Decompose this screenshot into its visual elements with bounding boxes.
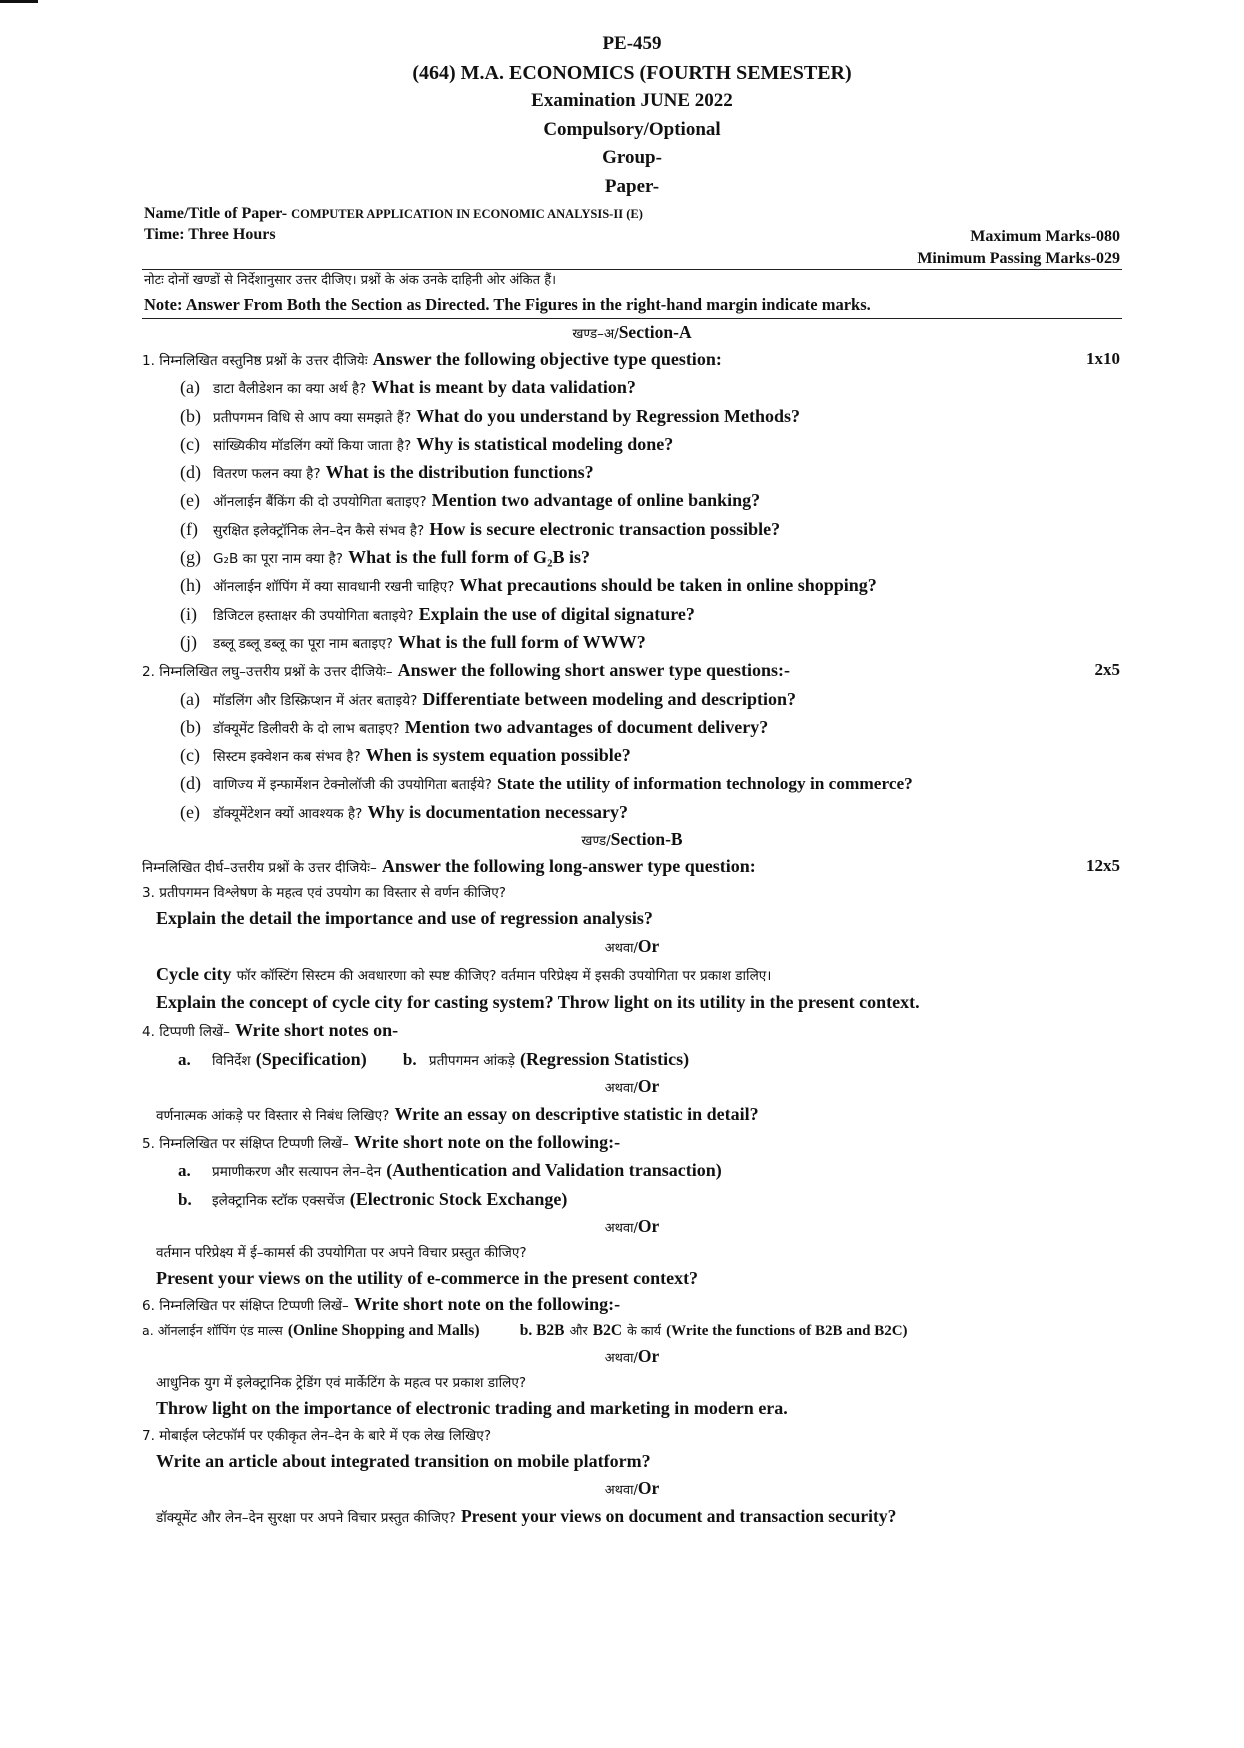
paper-name-label: Name/Title of Paper- xyxy=(144,205,288,222)
section-b-heading: खण्ड/Section-B xyxy=(581,829,683,850)
exam-session: Examination JUNE 2022 xyxy=(531,90,733,111)
question-4-parts: a. विनिर्देश (Specification) b. प्रतीपगमन आंकड़े (Regression Statistics) xyxy=(178,1048,690,1069)
or-divider: अथवा/Or xyxy=(604,1075,660,1096)
or-divider: अथवा/Or xyxy=(604,935,660,956)
question-3-alt: Explain the concept of cycle city for casting system? Throw light on its utility in the present context. xyxy=(156,991,920,1012)
question-6-alt: Throw light on the importance of electronic trading and marketing in modern era. xyxy=(156,1398,788,1419)
group-label: Group- xyxy=(602,147,662,168)
paper-label: Paper- xyxy=(604,175,660,197)
question-5-part-a: a. प्रमाणीकरण और सत्यापन लेन–देन (Authentication and Validation transaction) xyxy=(178,1160,722,1181)
section-b-instructions: निम्नलिखित दीर्घ–उत्तरीय प्रश्नों के उत्तर दीजियेः– Answer the following long-answer type question: 12x5 xyxy=(142,852,1122,880)
list-item: (b) डॉक्यूमेंट डिलीवरी के दो लाभ बताइए? Mention two advantages of document delivery? xyxy=(180,716,769,737)
question-5-part-b: b. इलेक्ट्रानिक स्टॉक एक्सचेंज (Electronic Stock Exchange) xyxy=(178,1188,568,1209)
list-item: (e) ऑनलाईन बैंकिंग की दो उपयोगिता बताइए? Mention two advantage of online banking? xyxy=(180,490,761,511)
or-divider: अथवा/Or xyxy=(604,1477,660,1498)
list-item: (e) डॉक्यूमेंटेशन क्यों आवश्यक है? Why is documentation necessary? xyxy=(180,801,628,822)
list-item: (d) वितरण फलन क्या है? What is the distribution functions? xyxy=(180,462,594,483)
exam-paper xyxy=(142,30,1122,1530)
list-item: (c) सांख्यिकीय मॉडलिंग क्यों किया जाता है? Why is statistical modeling done? xyxy=(180,433,674,454)
note-english: Note: Answer From Both the Section as Directed. The Figures in the right-hand margin indicate marks. xyxy=(144,295,871,314)
list-item: (d) वाणिज्य में इन्फार्मेशन टेक्नोलॉजी की उपयोगिता बताईये? State the utility of information technology in commerce? xyxy=(180,773,913,794)
time-label: Time: Three Hours xyxy=(144,226,276,243)
corner-mark xyxy=(0,0,38,3)
question-3: Explain the detail the importance and use of regression analysis? xyxy=(156,908,653,929)
question-5: 5. निम्नलिखित पर संक्षिप्त टिप्पणी लिखें– Write short note on the following:- xyxy=(142,1132,621,1153)
question-3-hindi: 3. प्रतीपगमन विश्लेषण के महत्व एवं उपयोग का विस्तार से वर्णन कीजिए? xyxy=(142,885,506,902)
question-6-parts: a. ऑनलाईन शॉपिंग एंड माल्स (Online Shopping and Malls) b. B2B और B2C के कार्य (Write the functions of B2B and B2C) xyxy=(142,1322,908,1340)
section-a-heading: खण्ड–अ/Section-A xyxy=(572,322,692,342)
max-marks: Maximum Marks-080 xyxy=(970,228,1120,245)
marks: 12x5 xyxy=(1086,856,1120,876)
list-item: (h) ऑनलाईन शॉपिंग में क्या सावधानी रखनी चाहिए? What precautions should be taken in online shopping? xyxy=(180,575,877,596)
question-6: 6. निम्नलिखित पर संक्षिप्त टिप्पणी लिखें– Write short note on the following:- xyxy=(142,1294,621,1315)
question-5-alt-hindi: वर्तमान परिप्रेक्ष्य में ई–कामर्स की उपयोगिता पर अपने विचार प्रस्तुत कीजिए? xyxy=(156,1245,527,1262)
list-item: (b) प्रतीपगमन विधि से आप क्या समझते हैं? What do you understand by Regression Methods? xyxy=(180,405,801,426)
question-7-hindi: 7. मोबाईल प्लेटफॉर्म पर एकीकृत लेन–देन के बारे में एक लेख लिखिए? xyxy=(142,1427,492,1444)
marks: 2x5 xyxy=(1094,660,1120,680)
question-6-alt-hindi: आधुनिक युग में इलेक्ट्रानिक ट्रेडिंग एवं मार्केटिंग के महत्व पर प्रकाश डालिए? xyxy=(156,1375,527,1392)
question-7-alt: डॉक्यूमेंट और लेन–देन सुरक्षा पर अपने विचार प्रस्तुत कीजिए? Present your views on document and transaction security? xyxy=(156,1505,897,1526)
list-item: (g) G₂B का पूरा नाम क्या है? What is the full form of G₂B is? xyxy=(180,547,590,568)
question-3-alt-hindi: Cycle city फॉर कॉस्टिंग सिस्टम की अवधारणा को स्पष्ट कीजिए? वर्तमान परिप्रेक्ष्य में इसकी उपयोगिता पर प्रकाश डालिए। xyxy=(156,963,772,984)
question-4-alt: वर्णनात्मक आंकड़े पर विस्तार से निबंध लिखिए? Write an essay on descriptive statistic in detail? xyxy=(156,1103,759,1124)
list-item: (a) मॉडलिंग और डिस्क्रिप्शन में अंतर बताइये? Differentiate between modeling and description? xyxy=(180,688,797,709)
question-7: Write an article about integrated transition on mobile platform? xyxy=(156,1450,651,1471)
paper-code: PE-459 xyxy=(602,33,662,54)
list-item: (j) डब्लू डब्लू डब्लू का पूरा नाम बताइए? What is the full form of WWW? xyxy=(180,631,646,652)
paper-name-value: COMPUTER APPLICATION IN ECONOMIC ANALYSIS-II (E) xyxy=(291,207,643,221)
question-1: 1. निम्नलिखित वस्तुनिष्ठ प्रश्नों के उत्तर दीजियेः Answer the following objective type question: 1x10 xyxy=(142,345,1122,373)
marks: 1x10 xyxy=(1086,349,1120,368)
list-item: (f) सुरक्षित इलेक्ट्रॉनिक लेन–देन कैसे संभव है? How is secure electronic transaction possible? xyxy=(180,518,781,539)
list-item: (c) सिस्टम इक्वेशन कब संभव है? When is system equation possible? xyxy=(180,745,631,766)
note-hindi: नोटः दोनों खण्डों से निर्देशानुसार उत्तर दीजिए। प्रश्नों के अंक उनके दाहिनी ओर अंकित हैं। xyxy=(144,273,557,288)
question-5-alt: Present your views on the utility of e-commerce in the present context? xyxy=(156,1268,699,1289)
paper-meta xyxy=(142,201,1122,269)
paper-type: Compulsory/Optional xyxy=(543,118,721,140)
question-4: 4. टिप्पणी लिखें– Write short notes on- xyxy=(142,1020,399,1041)
question-2: 2. निम्नलिखित लघु–उत्तरीय प्रश्नों के उत्तर दीजियेः– Answer the following short answer type questions:- 2x5 xyxy=(142,656,1122,684)
or-divider: अथवा/Or xyxy=(604,1346,660,1367)
paper-name-row xyxy=(144,205,643,223)
min-marks: Minimum Passing Marks-029 xyxy=(917,250,1120,267)
list-item: (i) डिजिटल हस्ताक्षर की उपयोगिता बताइये? Explain the use of digital signature? xyxy=(180,603,695,624)
or-divider: अथवा/Or xyxy=(604,1216,660,1237)
list-item: (a) डाटा वैलीडेशन का क्या अर्थ है? What is meant by data validation? xyxy=(180,377,636,398)
course-title: (464) M.A. ECONOMICS (FOURTH SEMESTER) xyxy=(412,61,852,84)
